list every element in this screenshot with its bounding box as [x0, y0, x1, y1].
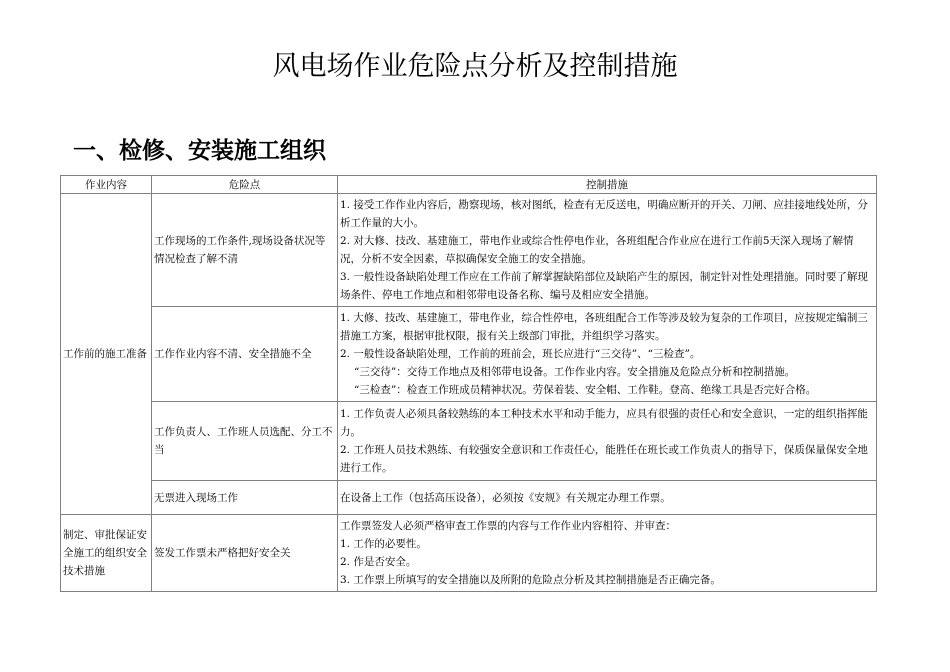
control-measures-cell	[338, 307, 877, 402]
control-measure-line: 1. 接受工作作业内容后，勘察现场，核对图纸，检查有无反送电，明确应断开的开关、刀闸、应挂接地线处所，分析工作量的大小。	[340, 199, 868, 229]
table-header-row	[61, 176, 877, 194]
control-measures-cell	[338, 194, 877, 307]
hazard-cell: 工作作业内容不清、安全措施不全	[152, 307, 338, 402]
control-measure-line: 2. 作是否安全。	[340, 556, 417, 568]
header-work-content: 作业内容	[61, 176, 152, 194]
table-row	[61, 515, 877, 592]
hazard-cell: 工作负责人、工作班人员选配、分工不当	[152, 402, 338, 481]
control-measure-line: “三交待”：交待工作地点及相邻带电设备。工作作业内容。安全措施及危险点分析和控制措施。	[354, 366, 796, 378]
control-measure-line: 1. 工作的必要性。	[340, 538, 427, 550]
header-hazard: 危险点	[152, 176, 338, 194]
work-content-cell: 工作前的施工准备	[61, 194, 152, 515]
work-content-cell: 制定、审批保证安全施工的组织安全技术措施	[61, 515, 152, 592]
hazard-cell: 工作现场的工作条件,现场设备状况等情况检查了解不清	[152, 194, 338, 307]
control-measure-line: 1. 工作负责人必须具备较熟练的本工种技术水平和动手能力，应具有很强的责任心和安全意识，一定的组织指挥能力。	[340, 408, 868, 438]
control-measures-cell	[338, 481, 877, 515]
hazard-control-table	[60, 175, 877, 592]
control-measure-line: 2. 工作班人员技术熟练、有较强安全意识和工作责任心，能胜任在班长或工作负责人的指导下，保质保量保安全地进行工作。	[340, 444, 868, 474]
document-title: 风电场作业危险点分析及控制措施	[272, 51, 678, 82]
table-row	[61, 481, 877, 515]
table-row	[61, 307, 877, 402]
control-measures-cell	[338, 402, 877, 481]
section-heading: 一、检修、安装施工组织	[73, 138, 326, 164]
control-measure-line: 1. 大修、技改、基建施工，带电作业，综合性停电，各班组配合工作等涉及较为复杂的工作项目，应按规定编制三措施工方案，根据审批权限，报有关上级部门审批，并组织学习落实。	[340, 312, 868, 342]
control-measure-line: “三检查”：检查工作班成员精神状况。劳保着装、安全帽、工作鞋。登高、绝缘工具是否完好合格。	[354, 384, 817, 396]
control-measure-line: 在设备上工作（包括高压设备），必须按《安规》有关规定办理工作票。	[340, 491, 671, 504]
hazard-cell: 无票进入现场工作	[152, 481, 338, 515]
control-measure-line: 3. 工作票上所填写的安全措施以及所附的危险点分析及其控制措施是否正确完备。	[340, 574, 721, 586]
hazard-cell: 签发工作票未严格把好安全关	[152, 515, 338, 592]
control-measure-line: 3. 一般性设备缺陷处理工作应在工作前了解掌握缺陷部位及缺陷产生的原因，制定针对性处理措施。同时要了解现场条件、停电工作地点和相邻带电设备名称、编号及相应安全措施。	[340, 271, 868, 301]
header-control-measures: 控制措施	[338, 176, 877, 194]
control-measure-line: 工作票签发人必须严格审查工作票的内容与工作作业内容相符、并审查：	[340, 520, 676, 532]
control-measure-line: 2. 一般性设备缺陷处理，工作前的班前会，班长应进行“三交待”、“三检查”。	[340, 348, 701, 360]
control-measure-line: 2. 对大修、技改、基建施工，带电作业或综合性停电作业，各班组配合作业应在进行工作前5天深入现场了解情况，分析不安全因素，草拟确保安全施工的安全措施。	[340, 235, 854, 265]
control-measures-cell	[338, 515, 877, 592]
table-row	[61, 194, 877, 307]
table-row	[61, 402, 877, 481]
